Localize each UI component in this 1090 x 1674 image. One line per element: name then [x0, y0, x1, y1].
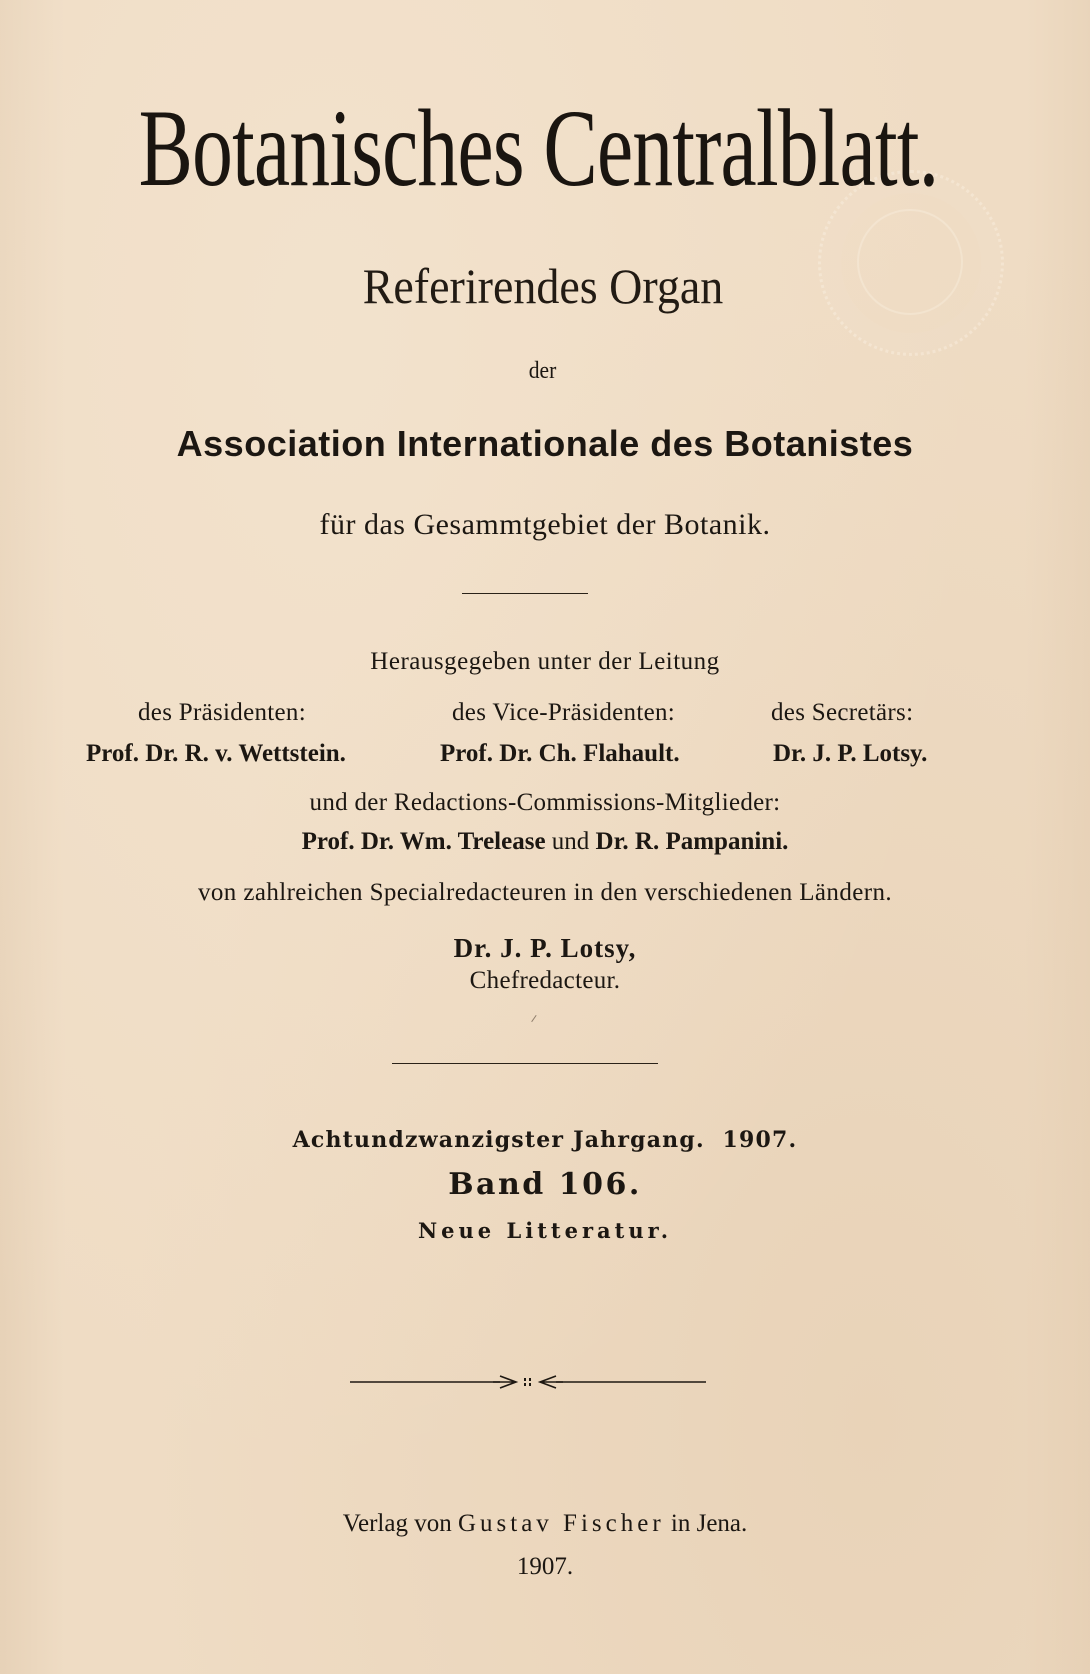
publisher-prefix: Verlag von — [342, 1510, 458, 1537]
pencil-mark — [531, 1015, 537, 1022]
publication-year: 1907. — [516, 1553, 574, 1580]
special-editors-line: von zahlreichen Specialredacteuren in den verschiedenen Ländern. — [197, 879, 893, 906]
editor-name: Dr. J. P. Lotsy. — [773, 740, 928, 767]
volume-section: Neue Litteratur. — [417, 1218, 673, 1243]
editor-role: des Secretärs: — [771, 699, 914, 726]
commission-joiner: und — [545, 828, 596, 855]
divider-rule — [462, 593, 588, 594]
commission-intro: und der Redactions-Commissions-Mitglieder: — [309, 789, 781, 816]
journal-scope: für das Gesammtgebiet der Botanik. — [319, 508, 771, 541]
editor-names-row — [0, 738, 1090, 774]
publisher-line — [0, 1508, 1090, 1540]
commission-member: Dr. R. Pampanini. — [595, 828, 789, 855]
subtitle-connector: der — [528, 358, 557, 384]
volume-band: Band 106. — [448, 1167, 642, 1202]
chief-editor-title: Chefredacteur. — [469, 967, 621, 994]
divider-rule — [392, 1063, 658, 1064]
association-name: Association Internationale des Botanistes — [176, 423, 914, 464]
ornamental-divider-icon — [350, 1372, 706, 1392]
commission-member: Prof. Dr. Wm. Trelease — [301, 828, 546, 855]
editor-name: Prof. Dr. Ch. Flahault. — [440, 740, 680, 767]
editor-roles-row — [0, 697, 1090, 731]
editor-role: des Präsidenten: — [138, 699, 306, 726]
journal-subtitle: Referirendes Organ — [362, 258, 724, 314]
chief-editor-name: Dr. J. P. Lotsy, — [453, 933, 637, 963]
publisher-suffix: in Jena. — [664, 1510, 748, 1537]
editor-name: Prof. Dr. R. v. Wettstein. — [86, 740, 346, 767]
editors-intro: Herausgegeben unter der Leitung — [370, 648, 720, 675]
commission-members — [0, 826, 1090, 858]
editor-role: des Vice-Präsidenten: — [452, 699, 676, 726]
volume-year-line: Achtundzwanzigster Jahrgang. 1907. — [292, 1127, 798, 1153]
publisher-name: Gustav Fischer — [457, 1510, 665, 1537]
journal-title: Botanisches Centralblatt. — [138, 87, 939, 209]
